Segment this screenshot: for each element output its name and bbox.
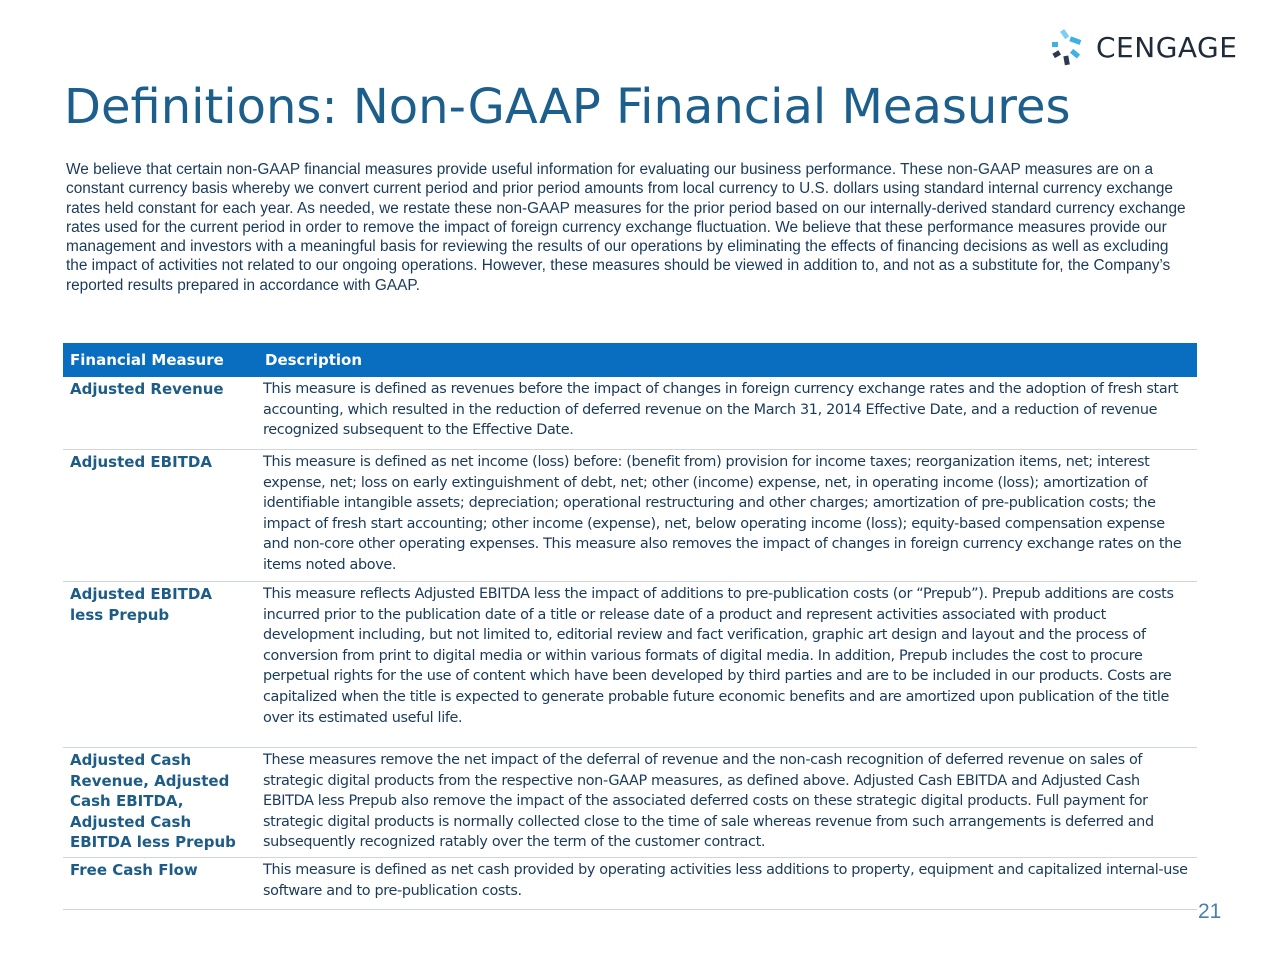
page-title: Definitions: Non-GAAP Financial Measures [64,79,1071,135]
measure-term: Free Cash Flow [70,861,198,879]
cengage-logo [1042,18,1247,76]
measure-term: Adjusted Cash Revenue, Adjusted Cash EBITDA, Adjusted Cash EBITDA less Prepub [70,751,236,852]
definitions-table [63,343,1197,906]
intro-paragraph: We believe that certain non-GAAP financial measures provide useful information for evaluating our business performance. These non-GAAP measures are on a constant currency basis whereby we convert current period and prior period amounts from local currency to U.S. dollars using standard internal currency exchange rates held constant for each year. As needed, we restate these non-GAAP measures for the prior period based on our internally-derived standard currency exchange rates used for the current period in order to remove the impact of foreign currency exchange fluctuation. We believe that these performance measures provide our management and investors with a meaningful basis for reviewing the results of our operations by eliminating the effects of financing decisions as well as excluding the impact of activities not related to our ongoing operations. However, these measures should be viewed in addition to, and not as a substitute for, the Company’s reported results prepared in accordance with GAAP. [66,161,1186,294]
measure-term: Adjusted EBITDA less Prepub [70,585,212,624]
measure-description: This measure is defined as net income (loss) before: (benefit from) provision for income taxes; reorganization items, net; interest expense, net; loss on early extinguishment of debt, net; other (income) expense, net, in operating income (loss); amortization of identifiable intangible assets; depreciation; operational restructuring and other charges; amortization of pre-publication costs; the impact of fresh start accounting; other income (expense), net, below operating income (loss); equity-based compensation expense and non-core other operating expenses. This measure also removes the impact of changes in foreign currency exchange rates on the items noted above. [263,454,1182,573]
measure-description: This measure is defined as net cash provided by operating activities less additions to property, equipment and capitalized internal-use software and to pre-publication costs. [263,862,1188,899]
measure-description: This measure is defined as revenues before the impact of changes in foreign currency exchange rates and the adoption of fresh start accounting, which resulted in the reduction of deferred revenue on the March 31, 2014 Effective Date, and a reduction of revenue recognized subsequent to the Effective Date. [263,381,1179,439]
table-row [63,748,1197,858]
table-row [63,377,1197,450]
measure-term: Adjusted Revenue [70,380,224,398]
table-row [63,858,1197,906]
header-description: Description [265,351,363,369]
header-financial-measure: Financial Measure [70,351,224,369]
measure-description: These measures remove the net impact of the deferral of revenue and the non-cash recognition of deferred revenue on sales of strategic digital products from the respective non-GAAP measures, as defined above. Adjusted Cash EBITDA and Adjusted Cash EBITDA less Prepub also remove the impact of the associated deferred costs on these strategic digital products. Full payment for strategic digital products is normally collected close to the time of sale whereas revenue from such arrangements is deferred and subsequently recognized ratably over the term of the customer contract. [263,752,1154,851]
cengage-logo-icon [1042,22,1092,72]
table-header [63,343,1197,377]
measure-term: Adjusted EBITDA [70,453,212,471]
table-row [63,450,1197,582]
page-number: 21 [1198,900,1222,923]
bottom-divider [63,909,1197,910]
cengage-logo-text: CENGAGE [1096,30,1238,64]
measure-description: This measure reflects Adjusted EBITDA less the impact of additions to pre-publication costs (or “Prepub”). Prepub additions are costs incurred prior to the publication date of a title or release date of a product and represent activities associated with product development including, but not limited to, editorial review and fact verification, graphic art design and layout and the process of conversion from print to digital media or within various formats of digital media. In addition, Prepub includes the cost to procure perpetual rights for the use of content which have been developed by third parties and are to be included in our products. Costs are capitalized when the title is expected to generate probable future economic benefits and are amortized upon publication of the title over its estimated useful life. [263,586,1174,726]
table-row [63,582,1197,748]
